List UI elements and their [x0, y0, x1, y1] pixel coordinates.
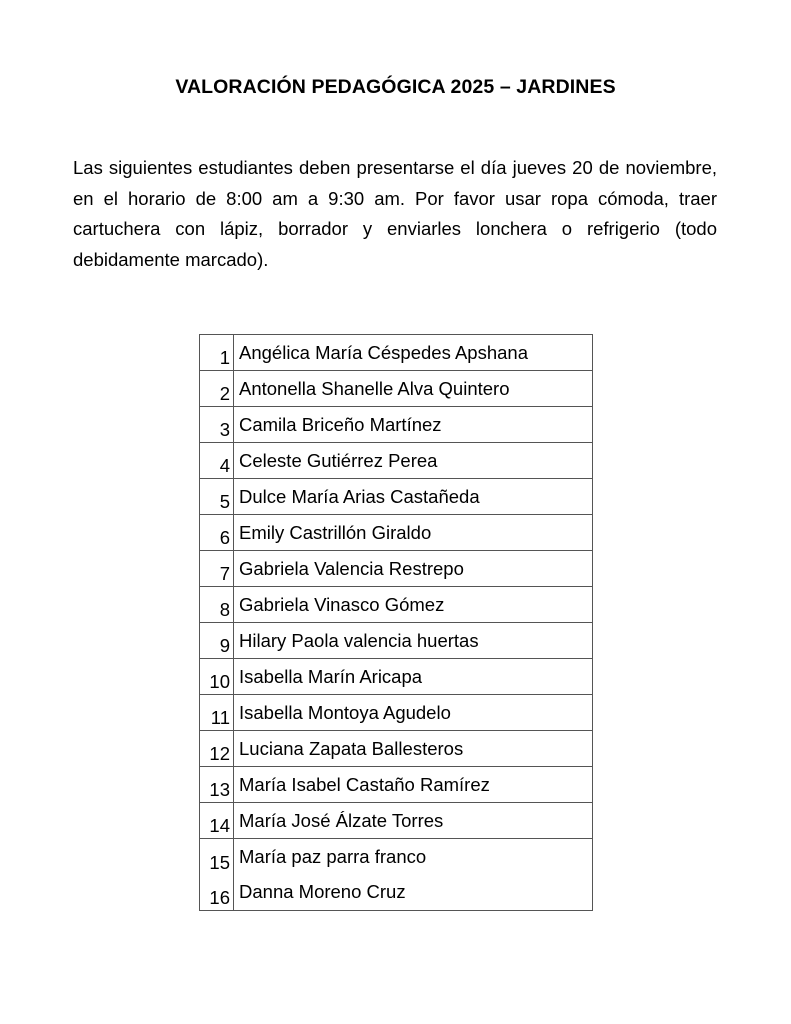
table-row	[200, 695, 593, 731]
student-name: Celeste Gutiérrez Perea	[234, 443, 593, 479]
student-name: Danna Moreno Cruz	[234, 875, 593, 911]
intro-paragraph	[73, 153, 717, 275]
student-name: Luciana Zapata Ballesteros	[234, 731, 593, 767]
row-number: 16	[200, 875, 234, 911]
table-row	[200, 551, 593, 587]
row-number: 7	[200, 551, 234, 587]
row-number: 3	[200, 407, 234, 443]
table-row	[200, 731, 593, 767]
table-row	[200, 443, 593, 479]
student-name: Gabriela Valencia Restrepo	[234, 551, 593, 587]
row-number: 12	[200, 731, 234, 767]
student-name: Antonella Shanelle Alva Quintero	[234, 371, 593, 407]
student-name: María José Álzate Torres	[234, 803, 593, 839]
table-row	[200, 803, 593, 839]
student-name: Hilary Paola valencia huertas	[234, 623, 593, 659]
row-number: 6	[200, 515, 234, 551]
student-name: Camila Briceño Martínez	[234, 407, 593, 443]
table-row	[200, 479, 593, 515]
table-row	[200, 371, 593, 407]
row-number: 11	[200, 695, 234, 731]
student-name: Emily Castrillón Giraldo	[234, 515, 593, 551]
row-number: 9	[200, 623, 234, 659]
student-name: Isabella Marín Aricapa	[234, 659, 593, 695]
table-row	[200, 515, 593, 551]
student-name: Gabriela Vinasco Gómez	[234, 587, 593, 623]
row-number: 15	[200, 839, 234, 875]
student-name: María Isabel Castaño Ramírez	[234, 767, 593, 803]
row-number: 10	[200, 659, 234, 695]
table-row	[200, 407, 593, 443]
page-title: VALORACIÓN PEDAGÓGICA 2025 – JARDINES	[175, 76, 616, 98]
table-row	[200, 839, 593, 875]
table-row	[200, 659, 593, 695]
row-number: 8	[200, 587, 234, 623]
student-name: Isabella Montoya Agudelo	[234, 695, 593, 731]
students-table-body	[200, 335, 593, 911]
intro-text: Las siguientes estudiantes deben presentarse el día jueves 20 de noviembre, en el horario de 8:00 am a 9:30 am. Por favor usar ropa cómoda, traer cartuchera con lápiz, borrador y enviarles lonchera o refrigerio (todo debidamente marcado).	[73, 157, 717, 270]
row-number: 1	[200, 335, 234, 371]
student-name: Angélica María Céspedes Apshana	[234, 335, 593, 371]
row-number: 14	[200, 803, 234, 839]
table-row	[200, 587, 593, 623]
table-row	[200, 335, 593, 371]
row-number: 2	[200, 371, 234, 407]
row-number: 13	[200, 767, 234, 803]
table-row	[200, 875, 593, 911]
row-number: 4	[200, 443, 234, 479]
student-name: María paz parra franco	[234, 839, 593, 875]
table-row	[200, 767, 593, 803]
student-name: Dulce María Arias Castañeda	[234, 479, 593, 515]
students-table	[199, 334, 593, 911]
table-row	[200, 623, 593, 659]
row-number: 5	[200, 479, 234, 515]
